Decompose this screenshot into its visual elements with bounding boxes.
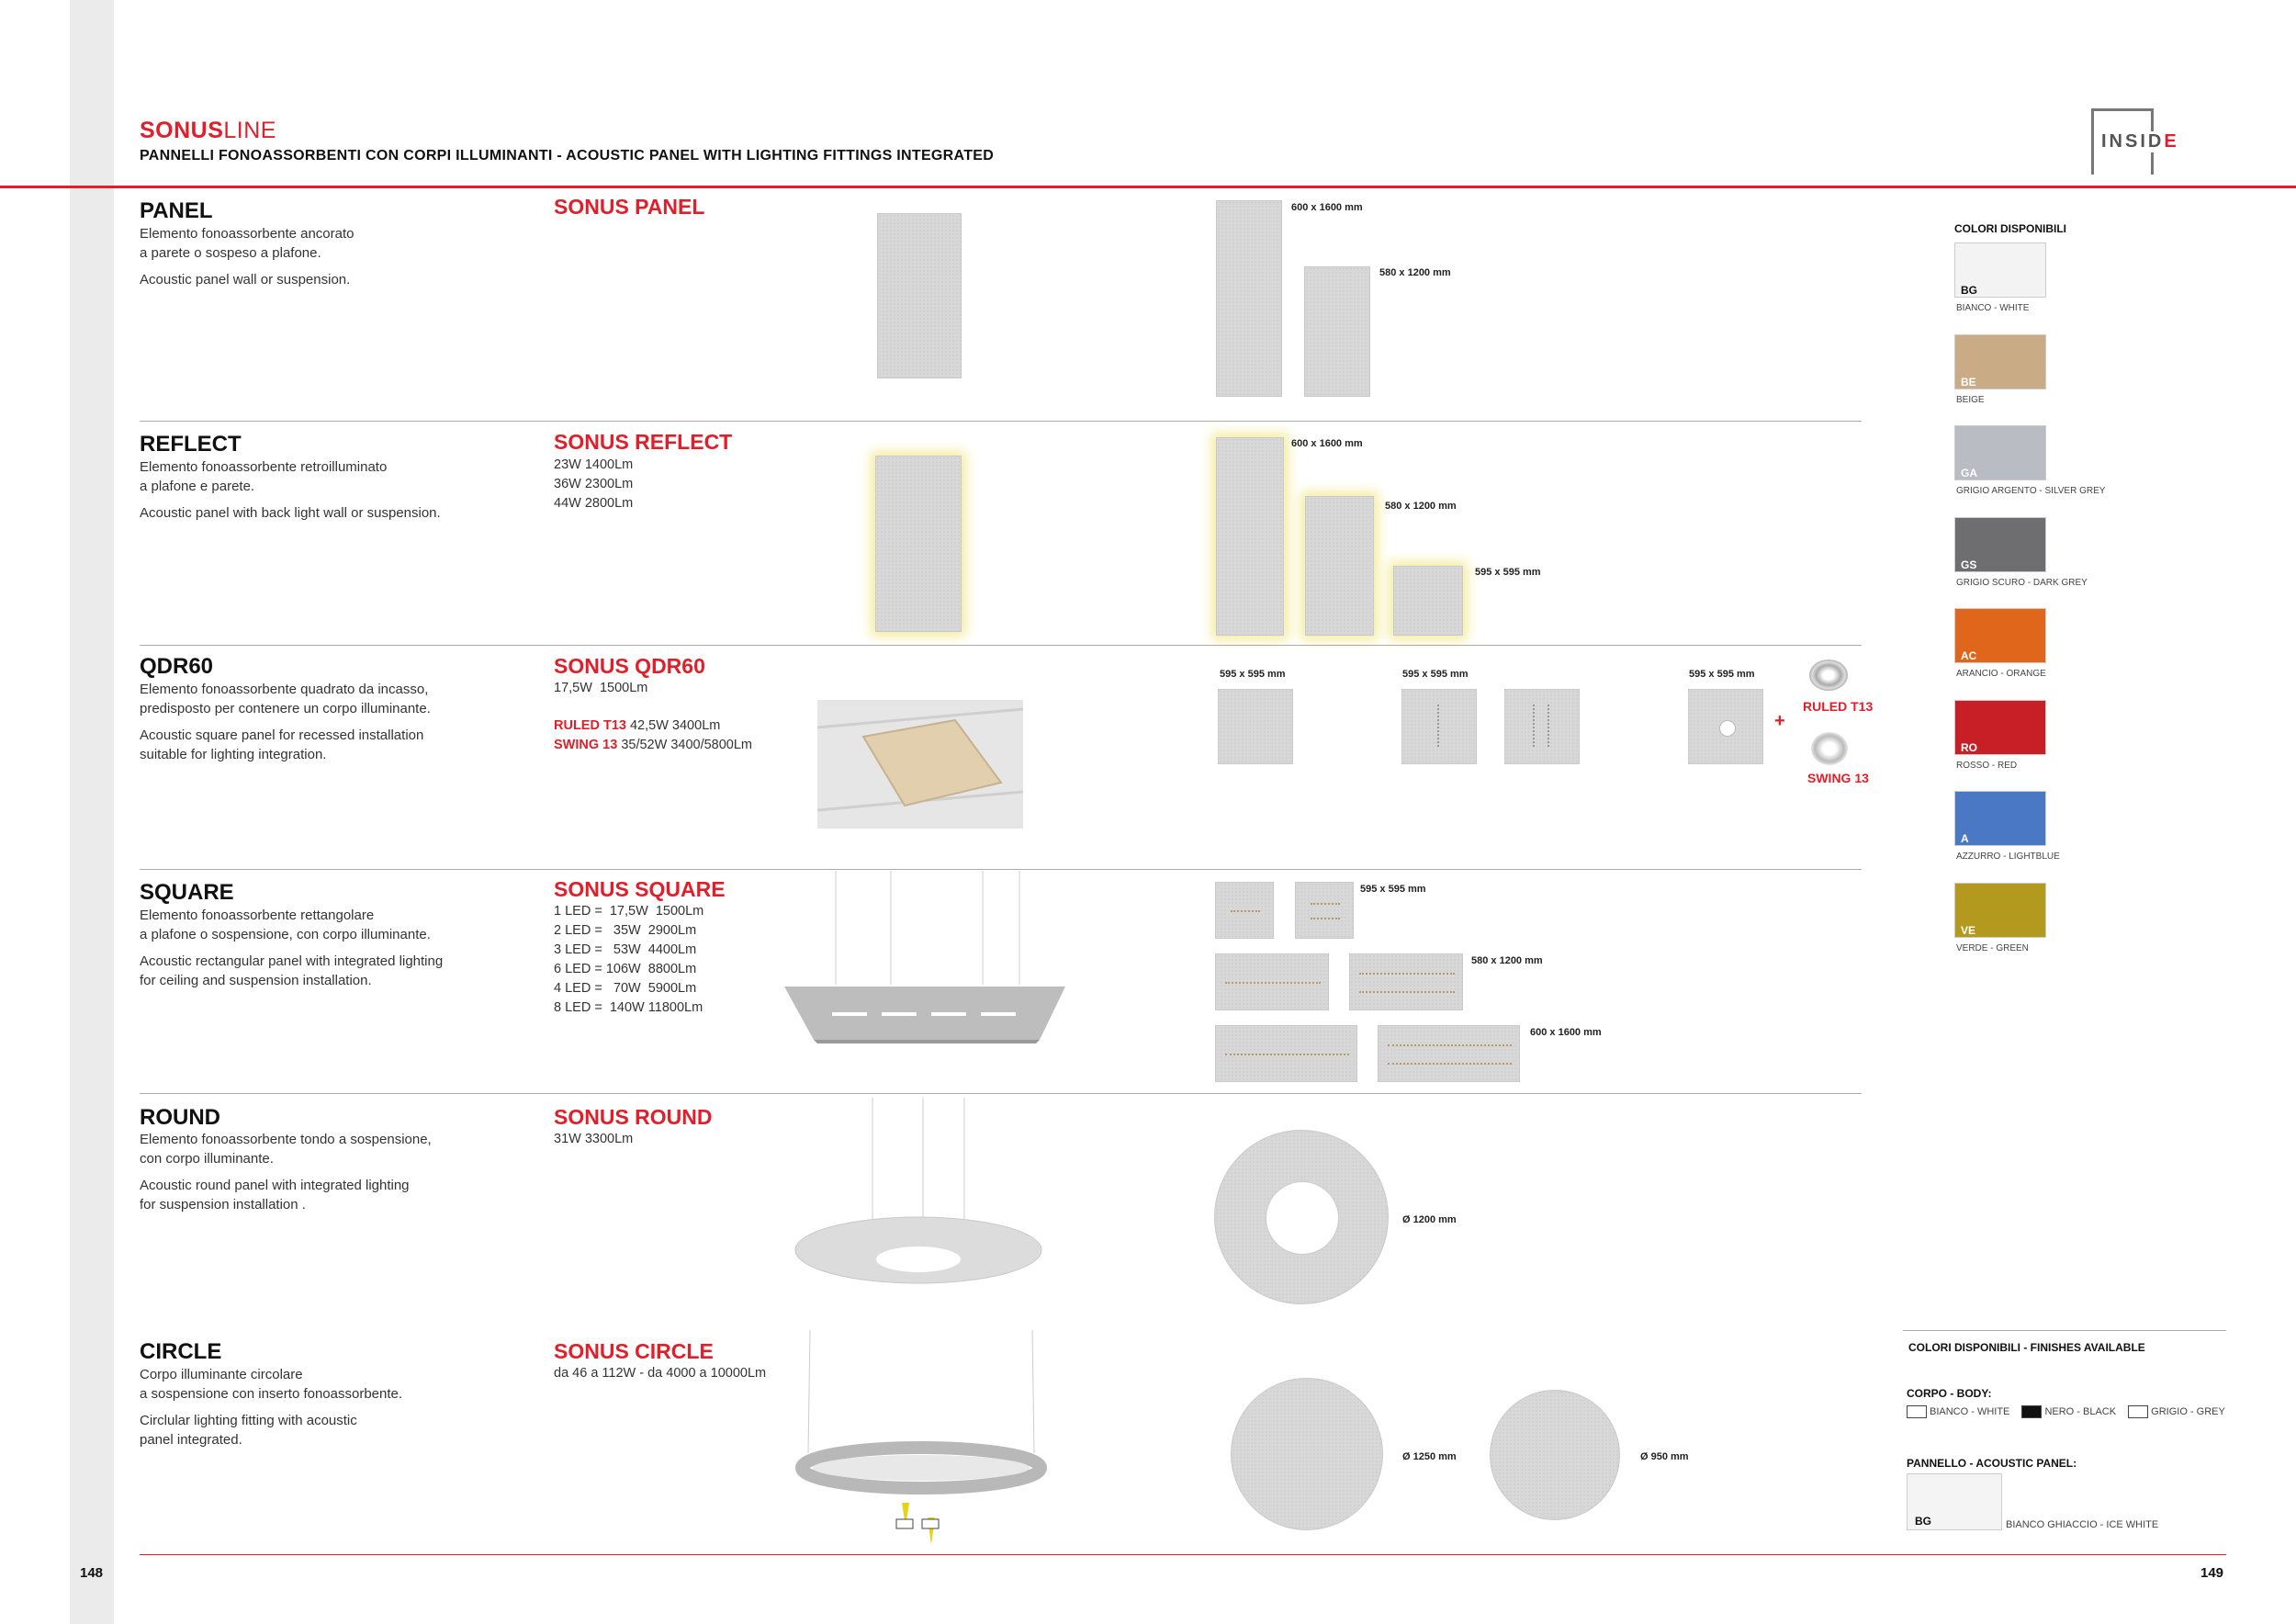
color-swatch [1954, 334, 2046, 389]
qdr60-plain [1218, 689, 1293, 764]
swatch-name: ROSSO - RED [1956, 761, 2018, 771]
row-title-circle: CIRCLE [140, 1339, 222, 1364]
panel-medium [1304, 266, 1370, 397]
swatch-name: BIANCO - WHITE [1956, 303, 2030, 313]
row-divider [140, 421, 1862, 422]
product-specs-square: 1 LED = 17,5W 1500Lm 2 LED = 35W 2900Lm 3 LED = 53W 4400Lm 6 LED = 106W 8800Lm 4 LED = 70W 5900Lm 8 LED = 140W 11800Lm [554, 904, 704, 1015]
dim-label: 600 x 1600 mm [1291, 202, 1363, 213]
swing-13-icon [1811, 732, 1848, 765]
round-suspended-photo [790, 1098, 1047, 1300]
square-1200-b [1349, 953, 1463, 1010]
row-desc-panel [140, 224, 525, 297]
body-label: CORPO - BODY: [1907, 1387, 1992, 1400]
reflect-small [1393, 566, 1463, 636]
square-suspended-photo [781, 871, 1075, 1054]
reflect-large [1216, 437, 1284, 636]
swatch-name: ARANCIO - ORANGE [1956, 669, 2046, 679]
dim-label: 595 x 595 mm [1402, 669, 1469, 680]
page-number-left: 148 [80, 1565, 104, 1581]
desc-it: Elemento fonoassorbente rettangolare a plafone o sospensione, con corpo illuminante. [140, 908, 431, 942]
product-specs-qdr60: 17,5W 1500Lm [554, 681, 648, 695]
color-swatch [1954, 791, 2046, 846]
reflect-photo [875, 456, 962, 632]
reflect-medium [1305, 496, 1374, 636]
swatch-code: VE [1961, 924, 1976, 937]
desc-it: Elemento fonoassorbente ancorato a parete o sospeso a plafone. [140, 226, 355, 261]
square-595-b [1295, 882, 1354, 939]
dim-label: 595 x 595 mm [1689, 669, 1755, 680]
white-finish-icon [1907, 1405, 1927, 1418]
swing-13-label: SWING 13 [1807, 771, 1869, 785]
dim-label: 595 x 595 mm [1475, 567, 1541, 578]
qdr60-downlight [1688, 689, 1763, 764]
row-title-panel: PANEL [140, 198, 213, 223]
swatch-code: BG [1961, 284, 1977, 297]
row-desc-round [140, 1130, 525, 1222]
square-1200-a [1215, 953, 1329, 1010]
desc-en: Acoustic rectangular panel with integrated lighting for ceiling and suspension installation. [140, 953, 444, 988]
swatch-code: GS [1961, 558, 1977, 571]
row-divider [140, 869, 1862, 870]
color-swatch [1954, 700, 2046, 755]
product-specs-circle: da 46 a 112W - da 4000 a 10000Lm [554, 1366, 767, 1381]
ruled-t13-icon [1809, 660, 1848, 691]
desc-it: Elemento fonoassorbente retroilluminato a plafone e parete. [140, 459, 388, 494]
desc-en: Circlular lighting fitting with acoustic panel integrated. [140, 1413, 357, 1448]
dim-label: 595 x 595 mm [1220, 669, 1286, 680]
row-title-round: ROUND [140, 1105, 220, 1130]
square-595-a [1215, 882, 1274, 939]
round-panel [1214, 1130, 1389, 1304]
desc-it: Elemento fonoassorbente tondo a sospensione, con corpo illuminante. [140, 1132, 432, 1167]
row-title-square: SQUARE [140, 880, 234, 905]
dim-label: 580 x 1200 mm [1379, 267, 1451, 278]
desc-en: Acoustic square panel for recessed installation suitable for lighting integration. [140, 727, 424, 762]
desc-en: Acoustic round panel with integrated lighting for suspension installation . [140, 1178, 410, 1212]
page-subtitle: PANNELLI FONOASSORBENTI CON CORPI ILLUMINANTI - ACOUSTIC PANEL WITH LIGHTING FITTINGS INTEGRATED [140, 148, 995, 164]
swatch-code: RO [1961, 741, 1977, 754]
row-title-qdr60: QDR60 [140, 654, 214, 679]
body-options: BIANCO - WHITE NERO - BLACK GRIGIO - GREY [1907, 1405, 2225, 1418]
desc-it: Elemento fonoassorbente quadrato da incasso, predisposto per contenere un corpo illuminante. [140, 682, 431, 716]
product-specs-reflect: 23W 1400Lm 36W 2300Lm 44W 2800Lm [554, 457, 634, 511]
desc-en: Acoustic panel wall or suspension. [140, 272, 351, 288]
swatch-name: VERDE - GREEN [1956, 943, 2029, 953]
qdr60-led-2 [1504, 689, 1580, 764]
row-desc-reflect [140, 457, 525, 530]
swatch-code: AC [1961, 649, 1977, 662]
row-desc-circle [140, 1365, 525, 1457]
panel-large [1216, 200, 1282, 397]
ceiling-photo [817, 700, 1023, 829]
product-name-qdr60: SONUS QDR60 [554, 654, 705, 678]
product-name-round: SONUS ROUND [554, 1105, 713, 1129]
dim-label: 580 x 1200 mm [1385, 501, 1457, 512]
circle-suspended-photo [790, 1330, 1056, 1560]
colors-title: COLORI DISPONIBILI [1954, 222, 2067, 235]
product-name-panel: SONUS PANEL [554, 195, 705, 219]
row-desc-qdr60 [140, 680, 525, 772]
color-swatch [1954, 425, 2046, 480]
inside-logo-text: INSIDE [2101, 131, 2179, 152]
panel-finish-label: PANNELLO - ACOUSTIC PANEL: [1907, 1457, 2077, 1470]
row-divider [140, 1093, 1862, 1094]
qdr60-led-1 [1401, 689, 1477, 764]
swatch-name: AZZURRO - LIGHTBLUE [1956, 851, 2060, 862]
product-name-circle: SONUS CIRCLE [554, 1339, 714, 1363]
ceiling-illustration [817, 700, 1023, 829]
swatch-name: BEIGE [1956, 395, 1985, 405]
circle-panel-small [1490, 1390, 1620, 1520]
finishes-title: COLORI DISPONIBILI - FINISHES AVAILABLE [1908, 1341, 2145, 1354]
dim-label: 595 x 595 mm [1360, 884, 1426, 895]
ruled-t13-label: RULED T13 [1803, 699, 1874, 714]
plus-sign: + [1774, 711, 1785, 731]
grey-finish-icon [2128, 1405, 2148, 1418]
row-desc-square [140, 906, 525, 998]
row-title-reflect: REFLECT [140, 432, 242, 457]
color-swatch [1954, 242, 2046, 298]
product-specs-round: 31W 3300Lm [554, 1132, 634, 1146]
spec-swing: SWING 13 35/52W 3400/5800Lm [554, 738, 753, 752]
dim-label: 580 x 1200 mm [1471, 955, 1543, 966]
swatch-code: GA [1961, 467, 1977, 479]
page-spine [70, 0, 114, 1624]
square-1600-a [1215, 1025, 1357, 1082]
swatch-name: GRIGIO ARGENTO - SILVER GREY [1956, 486, 2106, 496]
circle-panel-large [1231, 1378, 1383, 1530]
panel-finish-swatch: BG [1907, 1473, 2002, 1530]
desc-it: Corpo illuminante circolare a sospensione con inserto fonoassorbente. [140, 1367, 403, 1402]
dim-label: Ø 1250 mm [1402, 1451, 1457, 1462]
row-divider [140, 645, 1862, 646]
panel-photo [877, 213, 962, 378]
desc-en: Acoustic panel with back light wall or suspension. [140, 505, 441, 521]
color-swatch [1954, 608, 2046, 663]
dim-label: Ø 1200 mm [1402, 1214, 1457, 1225]
square-1600-b [1378, 1025, 1520, 1082]
swatch-code: A [1961, 832, 1969, 845]
black-finish-icon [2021, 1405, 2042, 1418]
spec-ruled: RULED T13 42,5W 3400Lm [554, 718, 721, 733]
brand-title: SONUSLINE [140, 118, 276, 143]
product-name-reflect: SONUS REFLECT [554, 430, 733, 454]
dim-label: 600 x 1600 mm [1291, 438, 1363, 449]
color-swatch [1954, 883, 2046, 938]
page-number-right: 149 [2200, 1565, 2224, 1581]
swatch-name: GRIGIO SCURO - DARK GREY [1956, 578, 2088, 588]
color-swatch [1954, 517, 2046, 572]
header-rule [0, 186, 2296, 188]
footer-rule [140, 1554, 2226, 1555]
dim-label: 600 x 1600 mm [1530, 1027, 1602, 1038]
finishes-divider [1903, 1330, 2226, 1331]
panel-finish-name: BIANCO GHIACCIO - ICE WHITE [2006, 1519, 2159, 1530]
product-name-square: SONUS SQUARE [554, 877, 726, 901]
dim-label: Ø 950 mm [1640, 1451, 1689, 1462]
swatch-code: BE [1961, 376, 1976, 389]
